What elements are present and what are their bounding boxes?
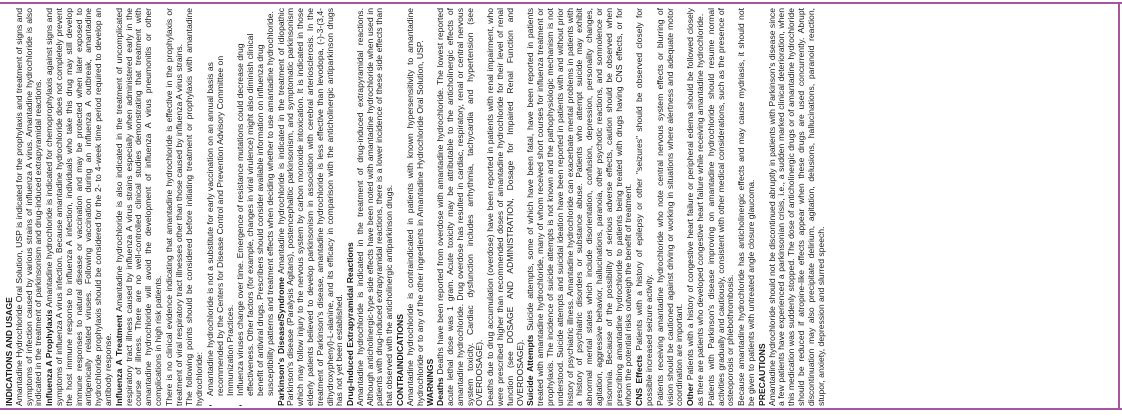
heading-precautions: PRECAUTIONS [756, 343, 767, 406]
other-text: Patients with a history of congestive heart failure or peripheral edema should be followed closely as there are patients who developed congestive heart failure while receiving amantadine hydrochloride. [685, 8, 705, 406]
rotated-prescribing-text [4, 8, 1114, 406]
heading-contraindications: CONTRAINDICATIONS [395, 314, 406, 406]
parkinson-label: Parkinson's Disease/Syndrome [275, 277, 286, 406]
precautions-text: Amantadine hydrochloride should not be discontinued abruptly in patients with Parkinson's disease since a few patients have experienced a parkinsonian crisis, i.e., a sudden marked clinical deterioration, when this medication was suddenly stopped. The dose of anticholinergic drugs or of amantadine hydrochloride should be reduced if atropine-like effects appear when these drugs are used concurrently. Abrupt discontinuation may also precipitate delirium, agitation, delusions, hallucinations, paranoid reaction, stupor, anxiety, depression and slurred speech. [766, 8, 826, 406]
treatment-text: Amantadine hydrochloride is also indicated in the treatment of uncomplicated respiratory tract illness caused by influenza A virus strains especially when administered early in the course of illness. There are no well-controlled clinical studies demonstrating that treatment with amantadine hydrochloride will avoid the development of influenza A virus pneumonitis or other complications in high risk patients. [113, 8, 163, 406]
suicide-text: Suicide attempts, some of which have been fatal, have been reported in patients treated with amantadine hydrochloride, many of whom received short courses for influenza treatment or prophylaxis. The incidence of suicide attempts is not known and the pathophysiologic mechanism is not understood. Suicide attempts and suicidal ideation have been reported in patients with and without prior history of psychiatric illness. Amantadine hydrochloride can exacerbate mental problems in patients with a history of psychiatric disorders or substance abuse. Patients who attempt suicide may exhibit abnormal mental states which include disorientation, confusion, depression, personality changes, agitation, aggressive behavior, hallucinations, paranoia, other psychotic reactions, and somnolence or insomnia. Because of the possibility of serious adverse effects, caution should be observed when prescribing amantadine hydrochloride to patients being treated with drugs having CNS effects, or for whom the potential risks outweigh the benefit of treatment. [525, 8, 634, 406]
suicide-paragraph [526, 8, 634, 406]
prophylaxis-paragraph [45, 8, 114, 406]
drug-induced-label: Drug-Induced Extrapyramidal Reactions [345, 242, 356, 406]
heading-warnings: WARNINGS [425, 358, 436, 406]
other-paragraph-3: Because amantadine hydrochloride has anticholinergic effects and may cause mydriasis, it should not be given to patients with untreated angle closure glaucoma. [736, 8, 756, 406]
parkinson-text: Amantadine hydrochloride is indicated in the treatment of idiopathic Parkinson's disease (Paralysis Agitans), postencephalitic parkinsonism, and symptomatic parkinsonism which may follow injury to the nervous system by carbon monoxide intoxication. It is indicated in those elderly patients believed to develop parkinsonism in association with cerebral arteriosclerosis. In the treatment of Parkinson's disease, amantadine hydrochloride is less effective than levodopa, (-)-3-(3,4-dihydroxyphenyl)-L-alanine, and its efficacy in comparison with the anticholinergic antiparkinson drugs has not yet been established. [275, 8, 345, 406]
indications-intro: Amantadine Hydrochloride Oral Solution, USP is indicated for the prophylaxis and treatment of signs and symptoms of infection caused by various strains of influenza A virus. Amantadine hydrochloride is also indicated in the treatment of parkinsonism and drug-induced extrapyramidal reactions. [13, 8, 44, 406]
deaths-label: Deaths [435, 377, 446, 406]
bottom-border-rule [0, 408, 1122, 410]
consider-paragraph: The following points should be considered before initiating treatment or prophylaxis with amantadine hydrochloride: [184, 8, 205, 406]
other-paragraph-2: Patients with Parkinson's disease improving on amantadine hydrochloride should resume normal activities gradually and cautiously, consistent with other medical considerations, such as the presence of osteoporosis or phlebothrombosis. [705, 8, 736, 406]
top-border-rule [0, 2, 1122, 4]
deaths-accumulation-paragraph: Deaths due to drug accumulation (overdose) have been reported in patients with renal impairment, who were prescribed higher than recommended doses of amantadine hydrochloride for their level of renal function (see DOSAGE AND ADMINISTRATION, Dosage for Impaired Renal Function and OVERDOSAGE). [485, 8, 525, 406]
contraindications-text: Amantadine hydrochloride is contraindicated in patients with known hypersensitivity to amantadine hydrochloride or to any of the other ingredients in Amantadine Hydrochloride Oral Solution, USP. [404, 8, 425, 406]
cns-text: Patients with a history of epilepsy or other "seizures" should be observed closely for possible increased seizure activity. [634, 8, 654, 406]
treatment-paragraph [115, 8, 164, 406]
no-data-paragraph: There is no clinical evidence indicating that amantadine hydrochloride is effective in the prophylaxis or treatment of viral respiratory tract illnesses other than those caused by influenza A virus strains. [163, 8, 184, 406]
consider-list [206, 8, 276, 406]
heading-indications: INDICATIONS AND USAGE [4, 297, 14, 406]
cns-paragraph-2: Patients receiving amantadine hydrochloride who note central nervous system effects or blurring of vision should be cautioned against driving or working in situations where alertness and adequate motor coordination are important. [654, 8, 685, 406]
prophylaxis-label: Influenza A Prophylaxis [44, 309, 55, 406]
drug-induced-text: Amantadine hydrochloride is indicated in the treatment of drug-induced extrapyramidal reactions. Although anticholinergic-type side effects have been noted with amantadine hydrochloride when used in patients with drug-induced extrapyramidal reactions, there is a lower incidence of these side effects than that observed with the anticholinergic antiparkinson drugs. [354, 8, 395, 406]
other-paragraph [686, 8, 706, 406]
right-border-rule [1118, 2, 1120, 410]
prophylaxis-text: Amantadine hydrochloride is indicated for chemoprophylaxis against signs and symptoms of influenza A virus infection. Because amantadine hydrochloride does not completely prevent the host immune response to influenza A infection, individuals who take this drug may still develop immune responses to natural disease or vaccination and may be protected when later exposed to antigenically related viruses. Following vaccination during an influenza A outbreak, amantadine hydrochloride prophylaxis should be considered for the 2- to 4-week time period required to develop an antibody response. [44, 8, 113, 406]
other-label: Other [685, 383, 696, 406]
cns-paragraph [635, 8, 655, 406]
deaths-text: Deaths have been reported from overdose with amantadine hydrochloride. The lowest reported acute lethal dose was 1 gram. Acute toxicity may be attributable to the anticholinergic effects of amantadine hydrochloride. Drug overdose has resulted in cardiac, respiratory, renal or central nervous system toxicity. Cardiac dysfunction includes arrhythmia, tachycardia and hypertension (see OVERDOSAGE). [435, 8, 485, 406]
parkinson-paragraph [277, 8, 346, 406]
consider-bullet: • Amantadine hydrochloride is not a substitute for early vaccination on an annual basis as recommended by the Centers for Disease Control and Prevention Advisory Committee on Immunization Practices. [206, 8, 235, 396]
treatment-label: Influenza A Treatment [113, 314, 124, 406]
deaths-paragraph [436, 8, 485, 406]
suicide-label: Suicide Attempts [525, 334, 536, 406]
cns-label: CNS Effects [634, 354, 645, 406]
consider-bullet: • Influenza viruses change over time. Emergence of resistance mutations could decrease drug effectiveness. Other factors (for example, changes in viral virulence) might also diminish clinical benefit of antiviral drugs. Prescribers should consider available information on influenza drug susceptibility patterns and treatment effects when deciding whether to use amantadine hydrochloride. [236, 8, 275, 396]
